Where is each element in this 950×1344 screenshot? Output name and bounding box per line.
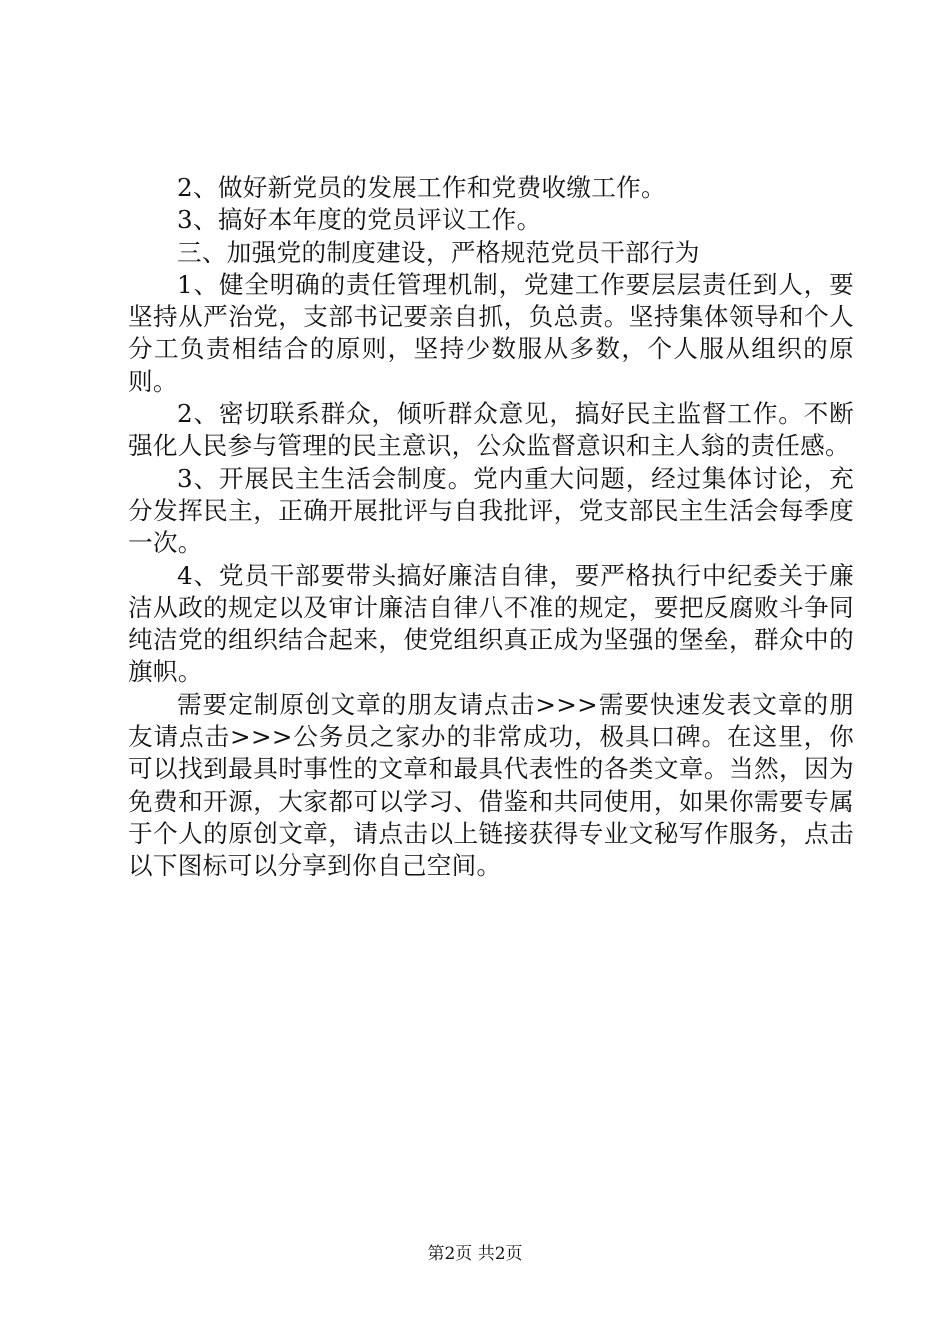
paragraph-item-2: 2、做好新党员的发展工作和党费收缴工作。 — [177, 173, 666, 202]
paragraph-democratic-life: 3、开展民主生活会制度。党内重大问题，经过集体讨论，充分发挥民主，正确开展批评与自我批评，党支部民主生活会每季度一次。 — [128, 463, 854, 558]
paragraph-item-3: 3、搞好本年度的党员评议工作。 — [177, 205, 542, 235]
paragraph-responsibility: 1、健全明确的责任管理机制，党建工作要层层责任到人，要坚持从严治党，支部书记要亲自抓，负总责。坚持集体领导和个人分工负责相结合的原则，坚持少数服从多数，个人服从组织的原则。 — [128, 269, 854, 396]
section-heading-3: 三、加强党的制度建设，严格规范党员干部行为 — [177, 237, 700, 267]
document-body — [128, 172, 854, 883]
paragraph-masses: 2、密切联系群众，倾听群众意见，搞好民主监督工作。不断强化人民参与管理的民主意识，公众监督意识和主人翁的责任感。 — [128, 399, 854, 461]
page-number: 第2页 共2页 — [427, 1244, 523, 1264]
paragraph-integrity: 4、党员干部要带头搞好廉洁自律，要严格执行中纪委关于廉洁从政的规定以及审计廉洁自律八不准的规定，要把反腐败斗争同纯洁党的组织结合起来，使党组织真正成为坚强的堡垒，群众中的旗帜。 — [128, 560, 854, 687]
paragraph-promo: 需要定制原创文章的朋友请点击>>>需要快速发表文章的朋友请点击>>>公务员之家办的非常成功，极具口碑。在这里，你可以找到最具时事性的文章和最具代表性的各类文章。当然，因为免费和开源，大家都可以学习、借鉴和共同使用，如果你需要专属于个人的原创文章，请点击以上链接获得专业文秘写作服务，点击以下图标可以分享到你自己空间。 — [128, 689, 854, 881]
